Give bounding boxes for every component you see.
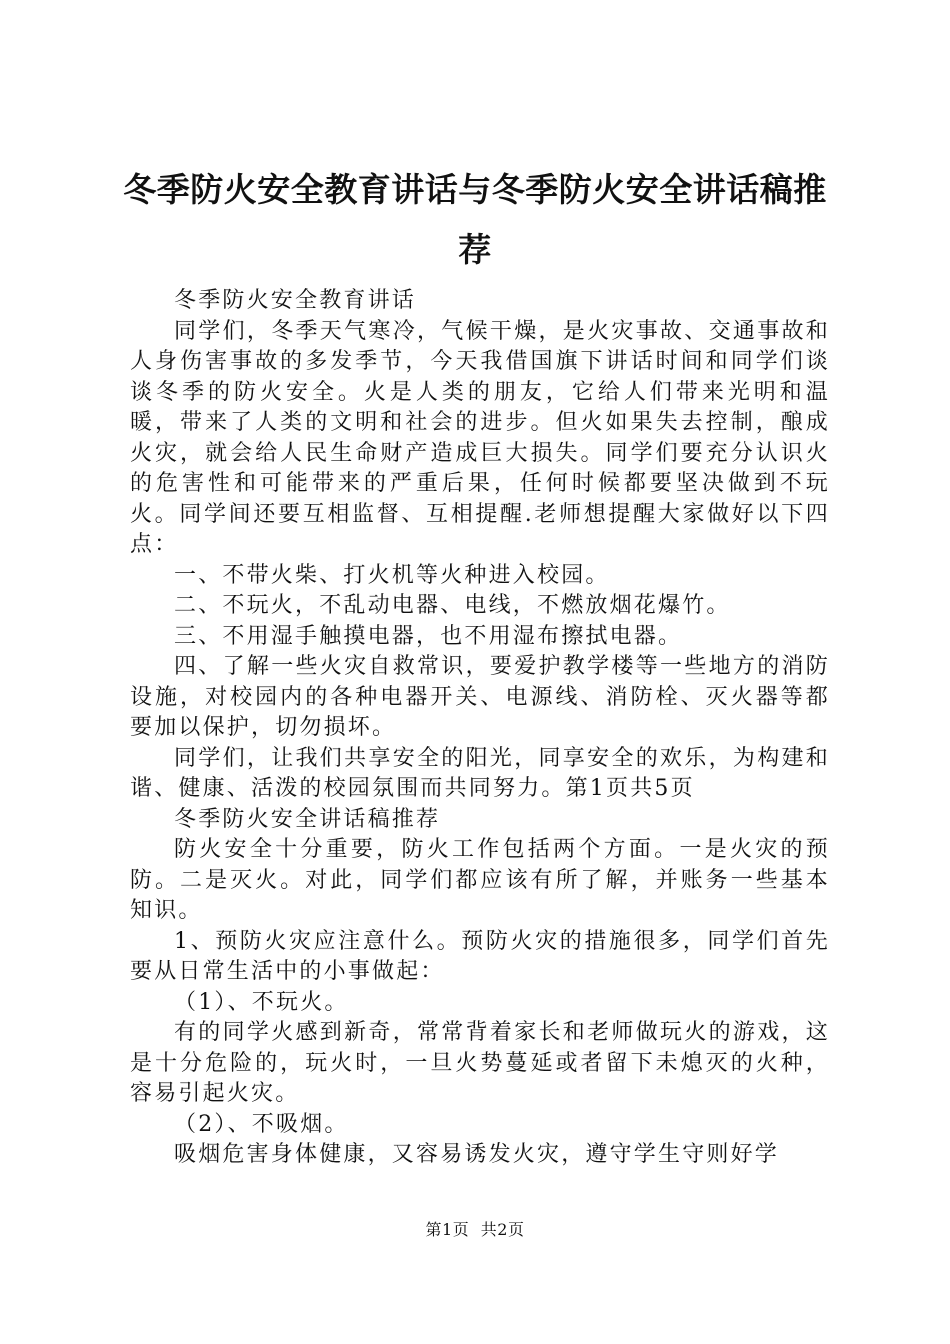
paragraph-closing: 同学们，让我们共享安全的阳光，同享安全的欢乐，为构建和谐、健康、活泼的校园氛围而共同努力。第1页共5页	[130, 745, 830, 801]
paragraph-overview: 防火安全十分重要，防火工作包括两个方面。一是火灾的预防。二是灭火。对此，同学们都应该有所了解，并账务一些基本知识。	[130, 837, 830, 923]
section-heading-2: 冬季防火安全讲话稿推荐	[174, 806, 441, 832]
sub-item-1: （1）、不玩火。	[174, 989, 349, 1015]
list-item-2: 二、不玩火，不乱动电器、电线，不燃放烟花爆竹。	[174, 593, 731, 618]
paragraph-no-smoking: 吸烟危害身体健康，又容易诱发火灾，遵守学生守则好学	[174, 1142, 780, 1167]
list-item-4: 四、了解一些火灾自救常识，要爱护教学楼等一些地方的消防设施，对校园内的各种电器开关、电源线、消防栓、灭火器等都要加以保护，切勿损坏。	[130, 654, 830, 740]
sub-item-2: （2）、不吸烟。	[174, 1111, 349, 1137]
paragraph-no-playing-fire: 有的同学火感到新奇，常常背着家长和老师做玩火的游戏，这是十分危险的，玩火时，一旦火势蔓延或者留下未熄灭的火种，容易引起火灾。	[130, 1020, 830, 1106]
document-body	[130, 286, 830, 1171]
paragraph-prevention: 1、预防火灾应注意什么。预防火灾的措施很多，同学们首先要从日常生活中的小事做起：	[130, 928, 830, 984]
list-item-1: 一、不带火柴、打火机等火种进入校园。	[174, 562, 610, 588]
list-item-3: 三、不用湿手触摸电器，也不用湿布擦拭电器。	[174, 623, 683, 649]
document-title: 冬季防火安全教育讲话与冬季防火安全讲话稿推荐	[123, 170, 827, 269]
page-footer: 第1页 共2页	[425, 1220, 525, 1239]
paragraph-intro: 同学们，冬季天气寒冷，气候干燥，是火灾事故、交通事故和人身伤害事故的多发季节，今天我借国旗下讲话时间和同学们谈谈冬季的防火安全。火是人类的朋友，它给人们带来光明和温暖，带来了人类的文明和社会的进步。但火如果失去控制，酿成火灾，就会给人民生命财产造成巨大损失。同学们要充分认识火的危害性和可能带来的严重后果，任何时候都要坚决做到不玩火。同学间还要互相监督、互相提醒.老师想提醒大家做好以下四点：	[130, 318, 830, 557]
section-heading-1: 冬季防火安全教育讲话	[174, 288, 417, 313]
